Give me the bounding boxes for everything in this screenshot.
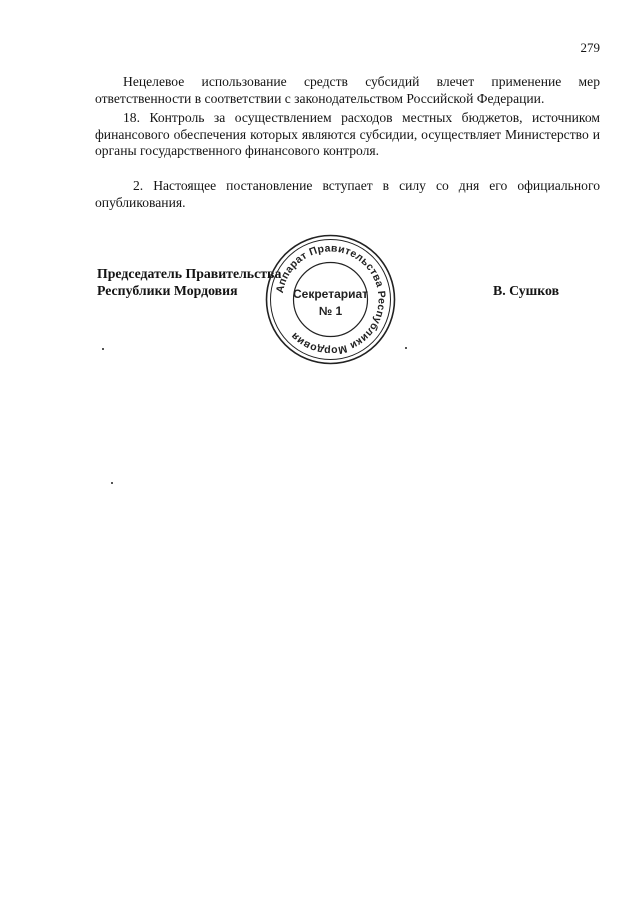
signer-name: В. Сушков: [493, 283, 560, 298]
seal-center-line-2: № 1: [318, 304, 343, 318]
signature-position-line-1: Председатель Правительства: [97, 266, 282, 281]
scan-speck: [111, 482, 113, 484]
seal-ring-text: Аппарат Правительства Республики Мордовия: [273, 242, 388, 357]
scan-speck: [405, 347, 407, 349]
official-seal-stamp: [263, 232, 398, 367]
signature-position-line-2: Республики Мордовия: [97, 283, 238, 298]
page-number: 279: [580, 40, 600, 55]
seal-center-line-1: Секретариат: [293, 287, 368, 301]
scan-speck: [102, 348, 104, 350]
seal-graphic: [263, 232, 398, 367]
paragraph-control-clause: 18. Контроль за осуществлением расходов местных бюджетов, источником финансового обеспечения которых являются субсидии, осуществляет Министерство и органы государственного финансового контроля.: [95, 110, 600, 159]
paragraph-misuse-liability: Нецелевое использование средств субсидий влечет применение мер ответственности в соответствии с законодательством Российской Федерации.: [95, 74, 600, 106]
paragraph-entry-into-force: 2. Настоящее постановление вступает в силу со дня его официального опубликования.: [95, 178, 600, 210]
